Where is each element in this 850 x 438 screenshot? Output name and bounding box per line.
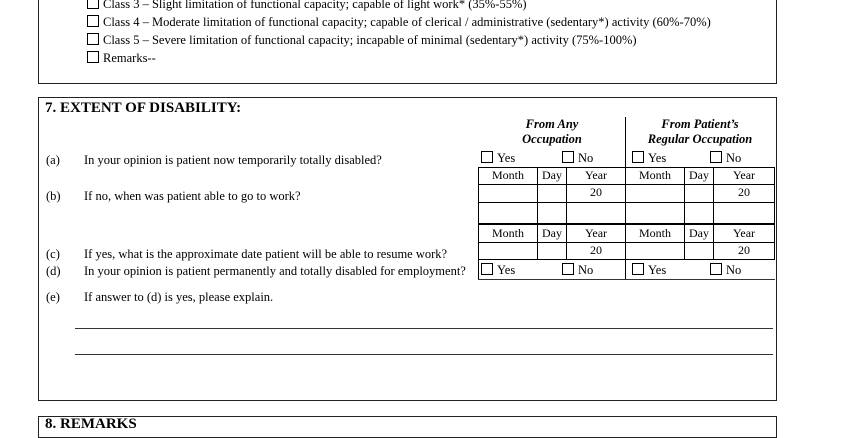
b-reg-year-extra[interactable] (713, 202, 775, 224)
c-reg-month-field[interactable] (625, 242, 685, 260)
a-regular-yes[interactable]: Yes (632, 151, 666, 166)
d-row-bottom-border (478, 279, 775, 280)
b-any-day-extra[interactable] (537, 202, 567, 224)
c-any-month-field[interactable] (478, 242, 538, 260)
b-any-year-label: Year (566, 167, 626, 185)
remarks-option[interactable]: Remarks-- (87, 51, 156, 66)
d-regular-yes[interactable]: Yes (632, 263, 666, 278)
question-b-text: If no, when was patient able to go to work? (84, 189, 301, 203)
a-any-yes-checkbox[interactable] (481, 151, 493, 163)
b-any-day-field[interactable] (537, 184, 567, 203)
question-a-text: In your opinion is patient now temporarily totally disabled? (84, 153, 382, 167)
question-e-letter: (e) (46, 290, 60, 304)
class4-checkbox[interactable] (87, 15, 99, 27)
explain-line-1[interactable] (75, 328, 773, 329)
b-any-month-label: Month (478, 167, 538, 185)
col-any-occupation: From Any Occupation (522, 117, 582, 146)
c-reg-year-field[interactable]: 20 (713, 242, 775, 260)
c-reg-month-label: Month (625, 224, 685, 243)
b-any-month-field[interactable] (478, 184, 538, 203)
c-any-day-label: Day (537, 224, 567, 243)
class3-option[interactable]: Class 3 – Slight limitation of functional capacity; capable of light work* (35%-55%) (87, 0, 527, 12)
remarks-checkbox[interactable] (87, 51, 99, 63)
c-any-day-field[interactable] (537, 242, 567, 260)
question-d-text: In your opinion is patient permanently and totally disabled for employment? (84, 264, 466, 278)
b-reg-day-field[interactable] (684, 184, 714, 203)
question-d-letter: (d) (46, 264, 61, 278)
explain-line-2[interactable] (75, 354, 773, 355)
d-any-no-checkbox[interactable] (562, 263, 574, 275)
d-regular-no-checkbox[interactable] (710, 263, 722, 275)
c-any-year-field[interactable]: 20 (566, 242, 626, 260)
b-any-day-label: Day (537, 167, 567, 185)
class4-option[interactable]: Class 4 – Moderate limitation of functional capacity; capable of clerical / administrative (sedentary*) activity (60%-70%) (87, 15, 711, 30)
b-reg-month-extra[interactable] (625, 202, 685, 224)
question-c-text: If yes, what is the approximate date patient will be able to resume work? (84, 247, 448, 261)
d-any-yes[interactable]: Yes (481, 263, 515, 278)
c-any-year-label: Year (566, 224, 626, 243)
c-reg-day-label: Day (684, 224, 714, 243)
b-any-year-extra[interactable] (566, 202, 626, 224)
b-any-month-extra[interactable] (478, 202, 538, 224)
b-reg-year-field[interactable]: 20 (713, 184, 775, 203)
b-reg-month-label: Month (625, 167, 685, 185)
class5-checkbox[interactable] (87, 33, 99, 45)
question-a-letter: (a) (46, 153, 60, 167)
section8-box (38, 416, 777, 438)
col-regular-occupation: From Patient’s Regular Occupation (647, 117, 753, 146)
c-reg-day-field[interactable] (684, 242, 714, 260)
section8-title: 8. REMARKS (45, 416, 137, 432)
d-any-no[interactable]: No (562, 263, 593, 278)
a-regular-no-checkbox[interactable] (710, 151, 722, 163)
d-row-left-border (478, 260, 479, 280)
a-any-yes[interactable]: Yes (481, 151, 515, 166)
b-reg-month-field[interactable] (625, 184, 685, 203)
b-reg-year-label: Year (713, 167, 775, 185)
b-any-year-field[interactable]: 20 (566, 184, 626, 203)
question-c-letter: (c) (46, 247, 60, 261)
class3-checkbox[interactable] (87, 0, 99, 9)
a-any-no[interactable]: No (562, 151, 593, 166)
b-reg-day-label: Day (684, 167, 714, 185)
d-regular-yes-checkbox[interactable] (632, 263, 644, 275)
b-reg-day-extra[interactable] (684, 202, 714, 224)
c-any-month-label: Month (478, 224, 538, 243)
section7-title: 7. EXTENT OF DISABILITY: (45, 100, 242, 116)
question-b-letter: (b) (46, 189, 61, 203)
c-reg-year-label: Year (713, 224, 775, 243)
d-any-yes-checkbox[interactable] (481, 263, 493, 275)
a-regular-yes-checkbox[interactable] (632, 151, 644, 163)
a-any-no-checkbox[interactable] (562, 151, 574, 163)
a-regular-no[interactable]: No (710, 151, 741, 166)
question-e-text: If answer to (d) is yes, please explain. (84, 290, 274, 304)
d-regular-no[interactable]: No (710, 263, 741, 278)
class5-option[interactable]: Class 5 – Severe limitation of functional capacity; incapable of minimal (sedentary*) activity (75%-100%) (87, 33, 637, 48)
